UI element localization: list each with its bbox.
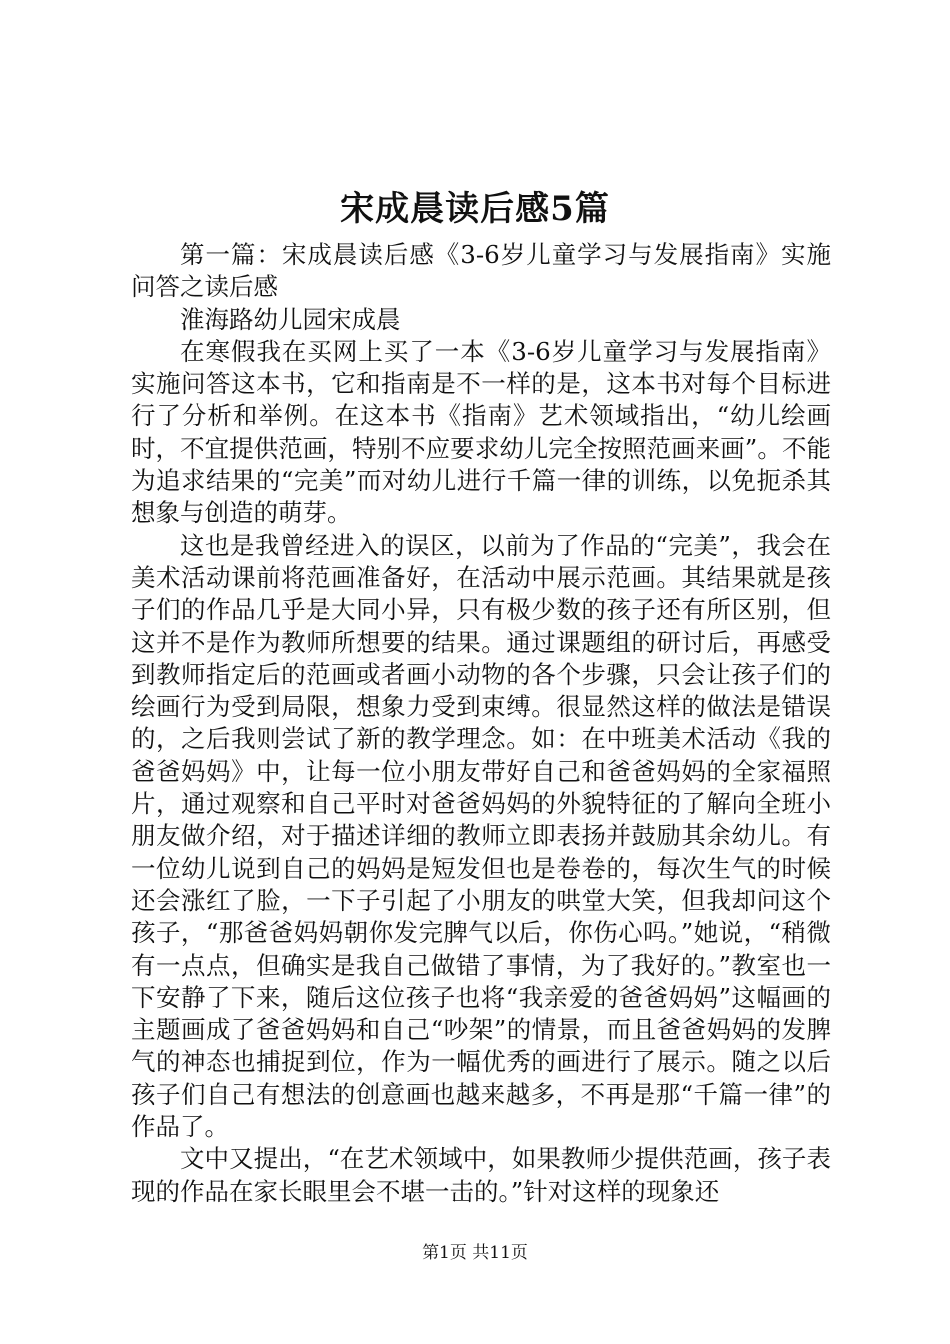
body-paragraph: 在寒假我在买网上买了一本《3-6岁儿童学习与发展指南》实施问答这本书，它和指南是不一样的是，这本书对每个目标进行了分析和举例。在这本书《指南》艺术领域指出，“幼儿绘画时，不宜提供范画，特别不应要求幼儿完全按照范画来画”。不能为追求结果的“完美”而对幼儿进行千篇一律的训练，以免扼杀其想象与创造的萌芽。 [131, 336, 831, 528]
page-number-footer: 第1页 共11页 [422, 1243, 528, 1263]
author-line: 淮海路幼儿园宋成晨 [180, 304, 401, 334]
body-paragraph: 这也是我曾经进入的误区，以前为了作品的“完美”，我会在美术活动课前将范画准备好，在活动中展示范画。其结果就是孩子们的作品几乎是大同小异，只有极少数的孩子还有所区别，但这并不是作为教师所想要的结果。通过课题组的研讨后，再感受到教师指定后的范画或者画小动物的各个步骤，只会让孩子们的绘画行为受到局限，想象力受到束缚。很显然这样的做法是错误的，之后我则尝试了新的教学理念。如：在中班美术活动《我的爸爸妈妈》中，让每一位小朋友带好自己和爸爸妈妈的全家福照片，通过观察和自己平时对爸爸妈妈的外貌特征的了解向全班小朋友做介绍，对于描述详细的教师立即表扬并鼓励其余幼儿。有一位幼儿说到自己的妈妈是短发但也是卷卷的，每次生气的时候还会涨红了脸，一下子引起了小朋友的哄堂大笑，但我却问这个孩子，“那爸爸妈妈朝你发完脾气以后，你伤心吗。”她说，“稍微有一点点，但确实是我自己做错了事情，为了我好的。”教室也一下安静了下来，随后这位孩子也将“我亲爱的爸爸妈妈”这幅画的主题画成了爸爸妈妈和自己“吵架”的情景，而且爸爸妈妈的发脾气的神态也捕捉到位，作为一幅优秀的画进行了展示。随之以后孩子们自己有想法的创意画也越来越多，不再是那“千篇一律”的作品了。 [131, 530, 831, 1142]
document-body [131, 239, 831, 1208]
section-heading: 第一篇：宋成晨读后感《3-6岁儿童学习与发展指南》实施问答之读后感 [131, 240, 831, 302]
body-paragraph: 文中又提出，“在艺术领域中，如果教师少提供范画，孩子表现的作品在家长眼里会不堪一击的。”针对这样的现象还 [131, 1144, 831, 1206]
document-title: 宋成晨读后感5篇 [340, 189, 610, 229]
